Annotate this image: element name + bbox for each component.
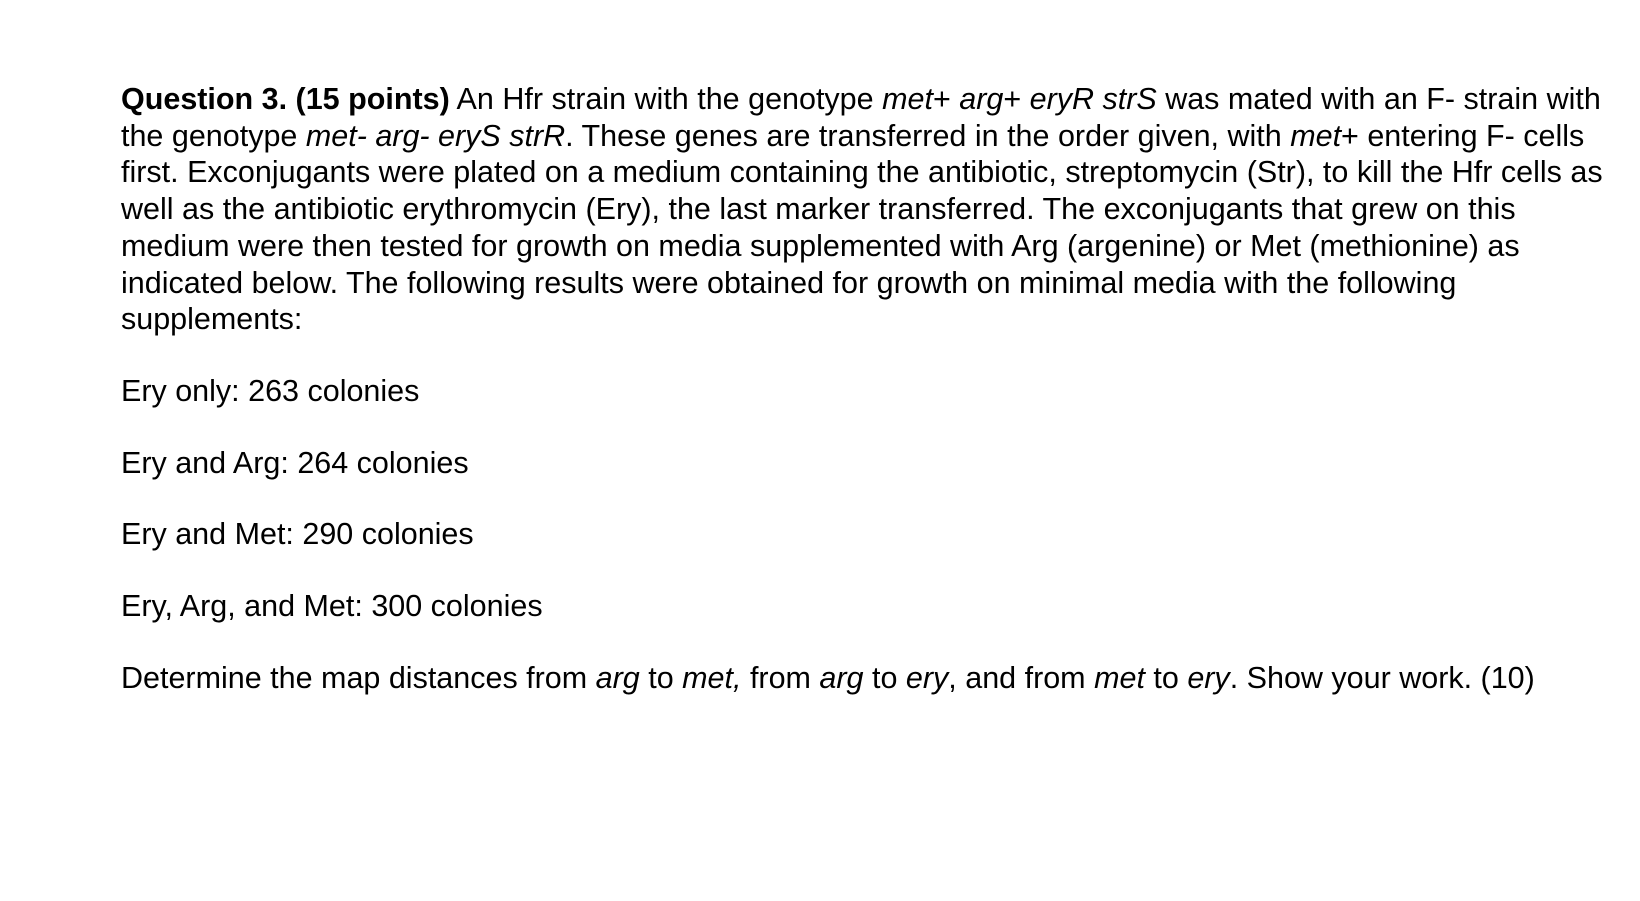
- intro-text-run: . These genes are transferred in the order given, with: [565, 118, 1291, 153]
- task-text-run: . Show your work. (10): [1229, 660, 1535, 695]
- result-ery-arg: Ery and Arg: 264 colonies: [121, 445, 469, 480]
- task-text-run: to: [863, 660, 906, 695]
- intro-italic-run: arg: [959, 82, 1004, 116]
- intro-italic-run: met: [1290, 118, 1342, 153]
- question-body: [121, 81, 1621, 696]
- intro-italic-run: eryR strS: [1029, 82, 1157, 116]
- task-italic-run: ery: [905, 660, 949, 695]
- task-text-run: to: [1144, 660, 1188, 695]
- question-task: [121, 660, 1621, 697]
- task-italic-run: met: [1094, 660, 1145, 695]
- task-text-run: to: [639, 660, 683, 695]
- intro-text-run: +: [1003, 82, 1030, 116]
- task-italic-run: arg: [819, 660, 864, 695]
- task-italic-run: ery: [1187, 660, 1230, 695]
- task-text-run: Determine the map distances from: [121, 660, 596, 695]
- task-italic-run: met,: [682, 660, 742, 695]
- task-text-run: from: [741, 660, 820, 695]
- task-italic-run: arg: [595, 660, 640, 695]
- result-ery-arg-met: Ery, Arg, and Met: 300 colonies: [121, 589, 543, 624]
- intro-italic-run: met- arg- eryS strR: [305, 118, 566, 153]
- intro-text-run: + entering F- cells first. Exconjugants were plated on a medium containing the antibiotic, streptomycin (Str), to kill the Hfr cells as well as the antibiotic erythromycin (Ery), the last marker transferred. The exconjugants that grew on this medium were then tested for growth on media supplemented with Arg (argenine) or Met (methionine) as indicated below. The following results were obtained for growth on minimal media with the following supplements:: [121, 118, 1603, 337]
- intro-text-run: was mated with an F- strain with the genotype: [121, 82, 1601, 153]
- result-ery-met: Ery and Met: 290 colonies: [121, 517, 474, 552]
- intro-text-run: +: [932, 82, 960, 116]
- question-intro: [121, 81, 1621, 338]
- intro-text-run: An Hfr strain with the genotype: [449, 82, 883, 116]
- result-ery-only: Ery only: 263 colonies: [121, 373, 420, 408]
- task-text-run: , and from: [948, 660, 1095, 695]
- intro-text: [121, 82, 1603, 336]
- question-heading: Question 3. (15 points): [121, 82, 450, 116]
- intro-italic-run: met: [882, 82, 933, 116]
